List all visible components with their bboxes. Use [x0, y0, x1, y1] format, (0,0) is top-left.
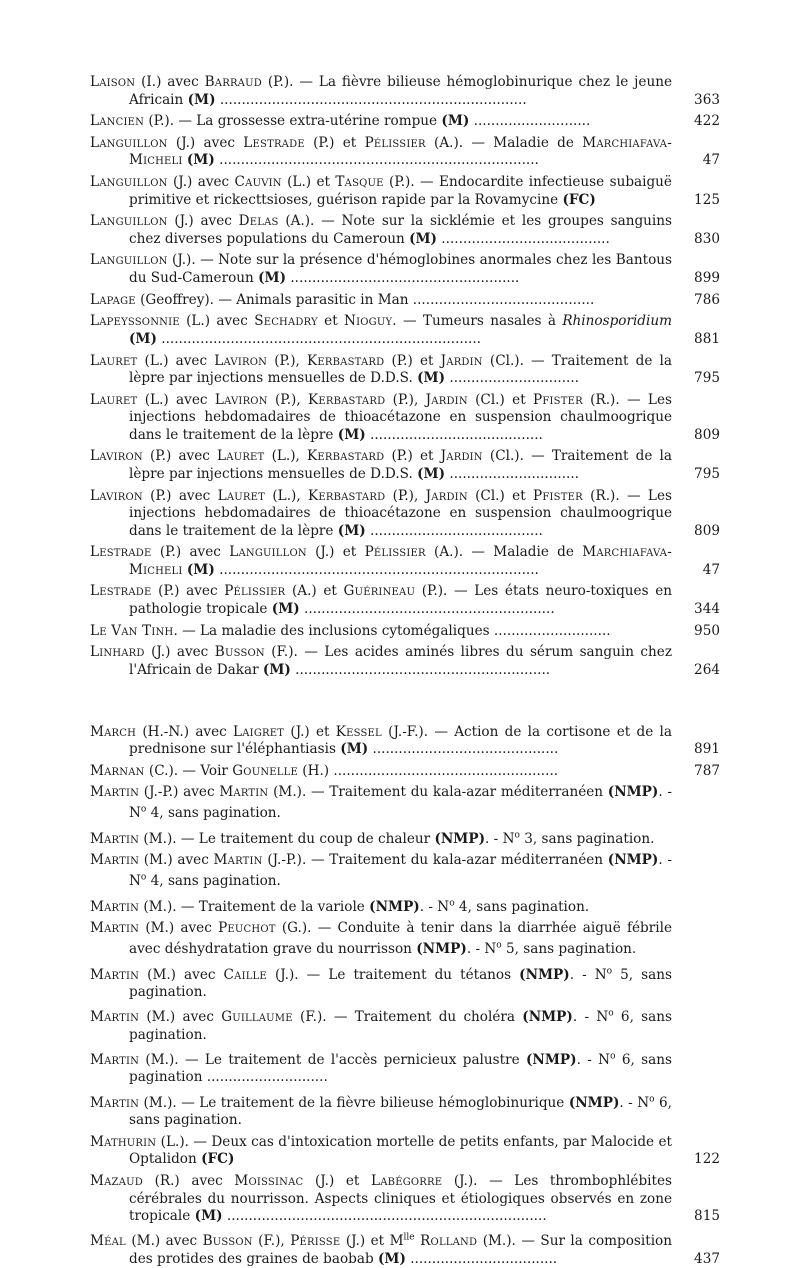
entry-text: Languillon (J.) avec Cauvin (L.) et Tasque (P.). — Endocardite infectieuse subaiguë primitive et rickecttsioses, guérison rapide par la Rovamycine (FC) [90, 174, 672, 208]
index-entry [90, 113, 720, 131]
entry-text: Martin (M.) avec Martin (J.-P.). — Traitement du kala-azar méditerranéen (NMP). - $N^o$ 4, sans pagination. [90, 852, 672, 890]
entry-text: Lauret (L.) avec Laviron (P.), Kerbastard (P.) et Jardin (Cl.). — Traitement de la lèpre par injections mensuelles de D.D.S. (M) .............................. [90, 352, 672, 386]
entry-text: March (H.-N.) avec Laigret (J.) et Kessel (J.-F.). — Action de la cortisone et de la prednisone sur l'éléphantiasis (M) ........................................... [90, 723, 672, 757]
page-number: 264 [694, 661, 720, 678]
entry-text: Marnan (C.). — Voir Gounelle (H.) .................................................... [90, 762, 559, 779]
entry-text: Languillon (J.) avec Delas (A.). — Note sur la sicklémie et les groupes sanguins chez diverses populations du Cameroun (M) ....................................... [90, 213, 672, 247]
index-entry [90, 1173, 720, 1226]
page-number: 891 [694, 741, 720, 757]
index-entry [90, 763, 720, 781]
index-entry [90, 895, 720, 916]
page-number: 881 [694, 330, 720, 347]
page-number: 47 [702, 152, 720, 169]
index-entry [90, 353, 720, 388]
index-entry [90, 292, 720, 310]
page-number: 795 [694, 370, 720, 386]
page-number: 786 [694, 291, 720, 308]
page-number: 809 [694, 522, 720, 539]
entry-text: Martin (M.). — Traitement de la variole (NMP). - $N^o$ 4, sans pagination. [90, 898, 590, 915]
page-number: 795 [694, 465, 720, 482]
index-entry [90, 963, 720, 1002]
page-number: 950 [694, 622, 720, 639]
entry-text: Languillon (J.) avec Lestrade (P.) et Pélissier (A.). — Maladie de Marchiafava-Micheli (M) .......................................................................... [90, 134, 672, 169]
entry-text: Martin (M.). — Le traitement de l'accès pernicieux palustre (NMP). - $N^o$ 6, sans pagination ............................ [90, 1051, 672, 1086]
entry-text: Laison (I.) avec Barraud (P.). — La fièvre bilieuse hémoglobinurique chez le jeune Africain (M) ....................................................................... [90, 74, 673, 108]
index-entry [90, 392, 720, 445]
page-number: 787 [694, 762, 720, 779]
index-entry [90, 1048, 720, 1087]
entry-text: Lapeyssonnie (L.) avec Sechadry et Nioguy. — Tumeurs nasales à Rhinosporidium (M) .......................................................................... [90, 313, 672, 347]
entry-text: Martin (M.) avec Guillaume (F.). — Traitement du choléra (NMP). - $N^o$ 6, sans pagination. [90, 1008, 672, 1043]
section-gap [90, 684, 720, 724]
entry-text: Lestrade (P.) avec Languillon (J.) et Pélissier (A.). — Maladie de Marchiafava-Micheli (M) .......................................................................... [90, 544, 672, 578]
entry-text: Languillon (J.). — Note sur la présence d'hémoglobines anormales chez les Bantous du Sud-Cameroun (M) ..................................................... [90, 252, 672, 286]
entry-text: Méal (M.) avec Busson (F.), Périsse (J.) et $M^{lle}$ Rolland (M.). — Sur la composition des protides des graines de baobab (M) .................................. [90, 1232, 672, 1267]
entry-text: Laviron (P.) avec Lauret (L.), Kerbastard (P.) et Jardin (Cl.). — Traitement de la lèpre par injections mensuelles de D.D.S. (M) .............................. [90, 448, 673, 482]
index-entry [90, 784, 720, 823]
index-entry [90, 920, 720, 959]
entry-text: Martin (M.) avec Caille (J.). — Le traitement du tétanos (NMP). - $N^o$ 5, sans pagination. [90, 965, 672, 1000]
index-entry [90, 1091, 720, 1130]
page-number: 422 [694, 113, 720, 130]
page-number: 815 [694, 1208, 720, 1225]
index-entry [90, 623, 720, 641]
page-number: 830 [694, 230, 720, 247]
index-entry [90, 583, 720, 618]
entry-text: Mathurin (L.). — Deux cas d'intoxication mortelle de petits enfants, par Malocide et Optalidon (FC) [90, 1133, 672, 1168]
index-entry [90, 213, 720, 248]
page-number: 809 [694, 426, 720, 443]
index-entry [90, 1230, 720, 1268]
page-number: 363 [694, 91, 720, 108]
page-number: 437 [694, 1250, 720, 1267]
entry-text: Le Van Tinh. — La maladie des inclusions cytomégaliques ........................... [90, 622, 611, 639]
entry-text: Lapage (Geoffrey). — Animals parasitic in Man .......................................... [90, 291, 595, 308]
index-entry [90, 74, 720, 109]
index-entry [90, 135, 720, 170]
entry-text: Lauret (L.) avec Laviron (P.), Kerbastard (P.), Jardin (Cl.) et Pfister (R.). — Les injections hebdomadaires de thioacétazone en suspension chaulmoogrique dans le traitement de la lèpre (M) ........................................ [90, 391, 672, 443]
entry-text: Lancien (P.). — La grossesse extra-utérine rompue (M) ........................... [90, 113, 591, 130]
page-number: 47 [702, 561, 720, 578]
index-entry [90, 852, 720, 891]
entry-text: Martin (M.). — Le traitement de la fièvre bilieuse hémoglobinurique (NMP). - $N^o$ 6, sans pagination. [90, 1094, 673, 1129]
page-number: 899 [694, 269, 720, 286]
index-entry [90, 1006, 720, 1045]
index-entry [90, 1134, 720, 1169]
index-entry [90, 174, 720, 209]
index-entry [90, 827, 720, 848]
entry-text: Laviron (P.) avec Lauret (L.), Kerbastard (P.), Jardin (Cl.) et Pfister (R.). — Les injections hebdomadaires de thioacétazone en suspension chaulmoogrique dans le traitement de la lèpre (M) ........................................ [90, 487, 672, 539]
page-number: 344 [694, 600, 720, 617]
index-entry [90, 644, 720, 679]
page-number: 125 [694, 191, 720, 208]
entry-text: Lestrade (P.) avec Pélissier (A.) et Guérineau (P.). — Les états neuro-toxiques en pathologie tropicale (M) .......................................................... [90, 583, 672, 617]
index-entry [90, 488, 720, 541]
entry-text: Martin (M.) avec Peuchot (G.). — Conduite à tenir dans la diarrhée aiguë fébrile avec déshydratation grave du nourrisson (NMP). - $N^o$ 5, sans pagination. [90, 920, 672, 958]
index-entry [90, 252, 720, 287]
entry-text: Linhard (J.) avec Busson (F.). — Les acides aminés libres du sérum sanguin chez l'Africain de Dakar (M) ........................................................... [90, 644, 672, 678]
index-entry [90, 313, 720, 348]
index-entries [90, 74, 720, 1268]
index-entry [90, 544, 720, 579]
entry-text: Mazaud (R.) avec Moissinac (J.) et Labégorre (J.). — Les thrombophlébites cérébrales du nourrisson. Aspects cliniques et étiologiques observés en zone tropicale (M) .......................................................................... [90, 1173, 672, 1225]
page-number: 122 [694, 1151, 720, 1168]
index-entry [90, 724, 720, 759]
entry-text: Martin (J.-P.) avec Martin (M.). — Traitement du kala-azar méditerranéen (NMP). - $N^o$ 4, sans pagination. [90, 784, 672, 822]
entry-text: Martin (M.). — Le traitement du coup de chaleur (NMP). - $N^o$ 3, sans pagination. [90, 830, 655, 847]
index-entry [90, 448, 720, 483]
